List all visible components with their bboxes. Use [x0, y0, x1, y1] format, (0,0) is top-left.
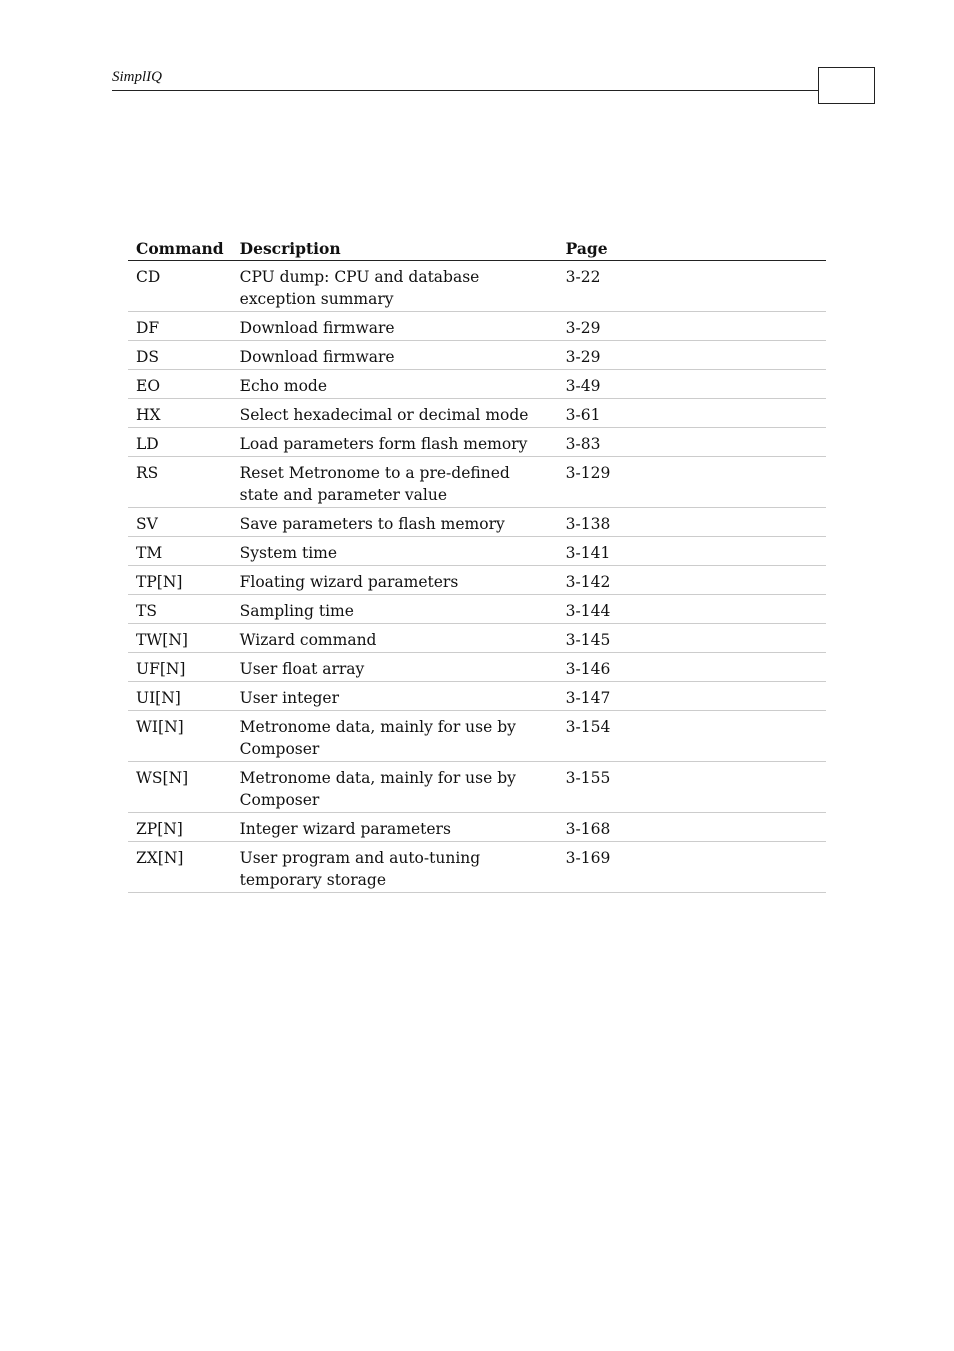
- command-cell: TM: [128, 537, 232, 566]
- description-cell: Save parameters to flash memory: [232, 508, 558, 537]
- page-cell: 3-83: [558, 428, 826, 457]
- table-row: [128, 566, 826, 595]
- table-row: [128, 261, 826, 312]
- page-number-box: [818, 67, 875, 104]
- page-cell: 3-155: [558, 762, 826, 813]
- page-cell: 3-144: [558, 595, 826, 624]
- command-cell: EO: [128, 370, 232, 399]
- table-row: [128, 653, 826, 682]
- table-row: [128, 399, 826, 428]
- page-cell: 3-145: [558, 624, 826, 653]
- description-cell: Sampling time: [232, 595, 558, 624]
- description-cell: CPU dump: CPU and database exception summary: [232, 261, 558, 312]
- table-row: [128, 537, 826, 566]
- page-cell: 3-29: [558, 312, 826, 341]
- table-row: [128, 762, 826, 813]
- table-row: [128, 682, 826, 711]
- table-row: [128, 711, 826, 762]
- description-cell: User float array: [232, 653, 558, 682]
- table-row: [128, 457, 826, 508]
- description-cell: Reset Metronome to a pre-defined state and parameter value: [232, 457, 558, 508]
- description-cell: System time: [232, 537, 558, 566]
- description-cell: Download firmware: [232, 341, 558, 370]
- command-cell: ZX[N]: [128, 842, 232, 893]
- running-header-title: SimplIQ: [112, 69, 162, 85]
- description-cell: Metronome data, mainly for use by Composer: [232, 762, 558, 813]
- description-cell: Integer wizard parameters: [232, 813, 558, 842]
- command-cell: HX: [128, 399, 232, 428]
- command-cell: TS: [128, 595, 232, 624]
- page-cell: 3-146: [558, 653, 826, 682]
- description-cell: Metronome data, mainly for use by Composer: [232, 711, 558, 762]
- command-cell: UF[N]: [128, 653, 232, 682]
- command-cell: UI[N]: [128, 682, 232, 711]
- description-cell: Floating wizard parameters: [232, 566, 558, 595]
- command-cell: WI[N]: [128, 711, 232, 762]
- command-table: [128, 238, 826, 893]
- description-cell: Wizard command: [232, 624, 558, 653]
- description-cell: Echo mode: [232, 370, 558, 399]
- table-row: [128, 595, 826, 624]
- table-header-row: [128, 238, 826, 261]
- command-cell: DF: [128, 312, 232, 341]
- command-cell: RS: [128, 457, 232, 508]
- table-row: [128, 428, 826, 457]
- page-cell: 3-142: [558, 566, 826, 595]
- description-cell: User integer: [232, 682, 558, 711]
- table-row: [128, 508, 826, 537]
- column-header-command: Command: [128, 238, 232, 261]
- page-cell: 3-154: [558, 711, 826, 762]
- page-cell: 3-29: [558, 341, 826, 370]
- page-cell: 3-169: [558, 842, 826, 893]
- column-header-page: Page: [558, 238, 826, 261]
- table-row: [128, 341, 826, 370]
- header-rule: [112, 90, 818, 91]
- table-row: [128, 312, 826, 341]
- description-cell: Download firmware: [232, 312, 558, 341]
- page-cell: 3-49: [558, 370, 826, 399]
- command-cell: WS[N]: [128, 762, 232, 813]
- column-header-description: Description: [232, 238, 558, 261]
- description-cell: Load parameters form flash memory: [232, 428, 558, 457]
- description-cell: User program and auto-tuning temporary storage: [232, 842, 558, 893]
- page-cell: 3-168: [558, 813, 826, 842]
- command-cell: TW[N]: [128, 624, 232, 653]
- command-cell: TP[N]: [128, 566, 232, 595]
- page-cell: 3-138: [558, 508, 826, 537]
- table-row: [128, 624, 826, 653]
- description-cell: Select hexadecimal or decimal mode: [232, 399, 558, 428]
- page-cell: 3-141: [558, 537, 826, 566]
- page-cell: 3-22: [558, 261, 826, 312]
- table-row: [128, 842, 826, 893]
- command-cell: DS: [128, 341, 232, 370]
- page-cell: 3-129: [558, 457, 826, 508]
- table-row: [128, 370, 826, 399]
- command-cell: SV: [128, 508, 232, 537]
- command-cell: ZP[N]: [128, 813, 232, 842]
- command-cell: LD: [128, 428, 232, 457]
- page-cell: 3-147: [558, 682, 826, 711]
- table-row: [128, 813, 826, 842]
- page-cell: 3-61: [558, 399, 826, 428]
- command-cell: CD: [128, 261, 232, 312]
